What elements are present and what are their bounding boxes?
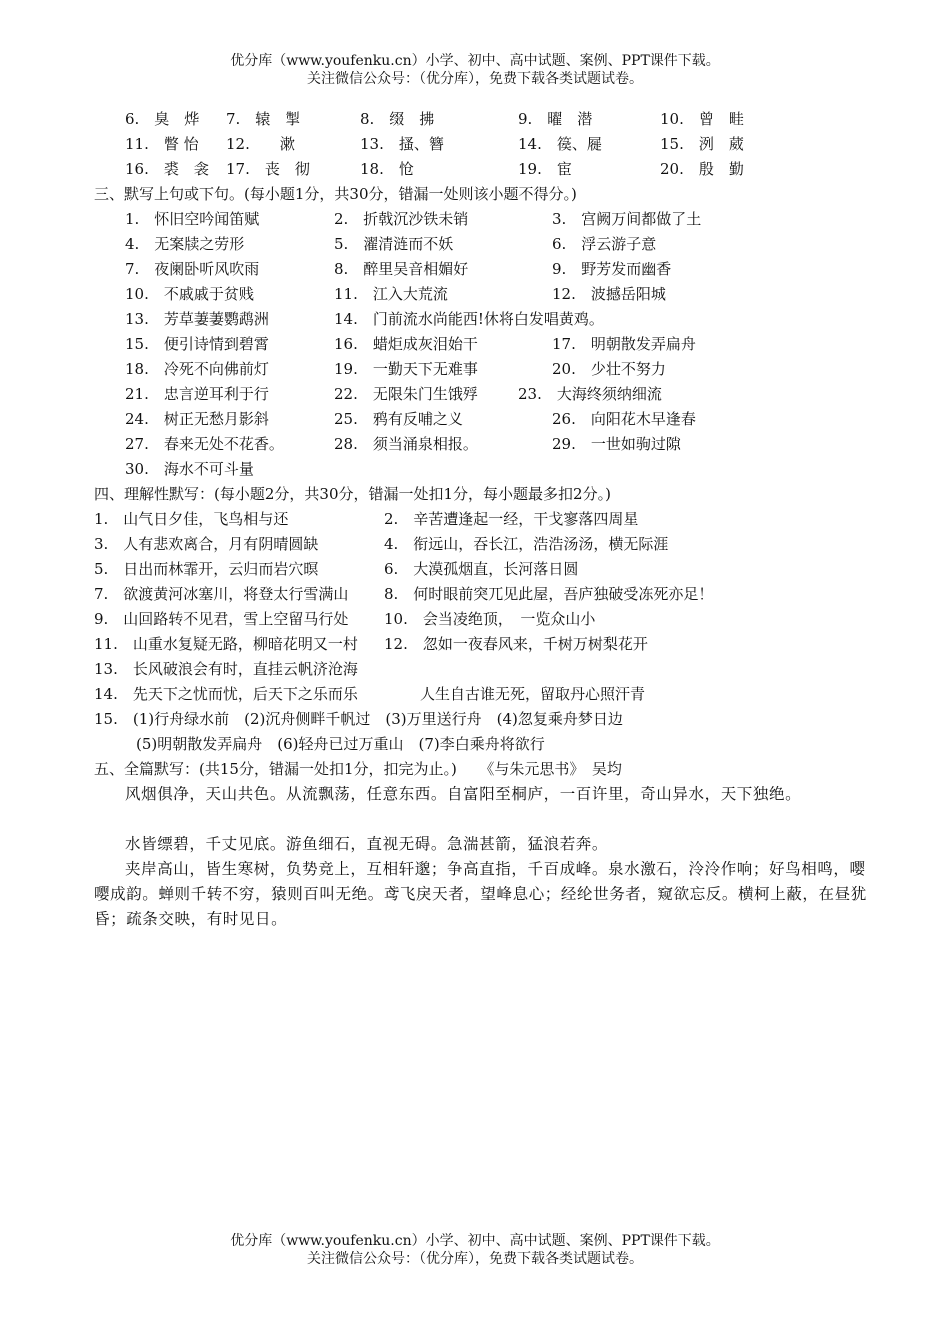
recite-item: 4. 无案牍之劳形 xyxy=(125,235,245,253)
recite-item: 18. 冷死不向佛前灯 xyxy=(125,360,269,378)
recite-item: 29. 一世如驹过隙 xyxy=(552,435,681,453)
recite-item: 6. 浮云游子意 xyxy=(552,235,657,253)
recite-item: 3. 宫阙万间都做了土 xyxy=(552,210,702,228)
comprehension-item: 9. 山回路转不见君，雪上空留马行处 xyxy=(94,610,349,628)
recite-item: 28. 须当涌泉相报。 xyxy=(334,435,478,453)
vocab-item: 15. 洌 葳 xyxy=(660,135,744,153)
recite-item: 13. 芳草萋萋鹦鹉洲 xyxy=(125,310,269,328)
recite-item: 30. 海水不可斗量 xyxy=(125,460,254,478)
recite-item: 25. 鸦有反哺之义 xyxy=(334,410,463,428)
vocab-item: 9. 曜 潜 xyxy=(518,110,593,128)
vocab-item: 14. 篌、屣 xyxy=(518,135,602,153)
page-header xyxy=(0,52,950,88)
comprehension-item: 人生自古谁无死，留取丹心照汗青 xyxy=(420,685,646,703)
comprehension-item: 8. 何时眼前突兀见此屋，吾庐独破受冻死亦足！ xyxy=(384,585,714,603)
section-5-heading: 五、全篇默写：(共15分，错漏一处扣1分，扣完为止。) 《与朱元思书》 吴均 xyxy=(94,760,622,778)
comprehension-item: 10. 会当凌绝顶， 一览众山小 xyxy=(384,610,596,628)
vocab-item: 18. 怆 xyxy=(360,160,414,178)
comprehension-item: 13. 长风破浪会有时，直挂云帆济沧海 xyxy=(94,660,358,678)
comprehension-item: 4. 衔远山，吞长江，浩浩汤汤，横无际涯 xyxy=(384,535,669,553)
header-line-2: 关注微信公众号：（优分库），免费下载各类试题试卷。 xyxy=(307,71,643,87)
recite-item: 2. 折戟沉沙铁未销 xyxy=(334,210,469,228)
recite-item: 10. 不戚戚于贫贱 xyxy=(125,285,254,303)
comprehension-item: 12. 忽如一夜春风来，千树万树梨花开 xyxy=(384,635,648,653)
section-4-heading: 四、理解性默写：(每小题2分，共30分，错漏一处扣1分，每小题最多扣2分。) xyxy=(94,485,611,503)
recite-item: 16. 蜡炬成灰泪始干 xyxy=(334,335,478,353)
header-line-1: 优分库（www.youfenku.cn）小学、初中、高中试题、案例、PPT课件下载。 xyxy=(230,53,720,69)
recite-item: 15. 便引诗情到碧霄 xyxy=(125,335,269,353)
vocab-item: 10. 曾 畦 xyxy=(660,110,744,128)
vocab-item: 7. 辕 掣 xyxy=(226,110,301,128)
vocab-item: 16. 裘 衾 xyxy=(125,160,209,178)
recite-item: 23. 大海终须纳细流 xyxy=(518,385,662,403)
page-footer xyxy=(0,1232,950,1268)
recite-item: 11. 江入大荒流 xyxy=(334,285,448,303)
vocab-item: 12. 漱 xyxy=(226,135,295,153)
vocab-item: 11. 瞥 怡 xyxy=(125,135,199,153)
vocab-item: 6. 臭 烨 xyxy=(125,110,200,128)
comprehension-item-15-line-1: 15. (1)行舟绿水前 (2)沉舟侧畔千帆过 (3)万里送行舟 (4)忽复乘舟梦日边 xyxy=(94,710,623,728)
recite-item: 20. 少壮不努力 xyxy=(552,360,666,378)
recite-item: 14. 门前流水尚能西!休将白发唱黄鸡。 xyxy=(334,310,604,328)
comprehension-item: 1. 山气日夕佳，飞鸟相与还 xyxy=(94,510,289,528)
footer-line-1: 优分库（www.youfenku.cn）小学、初中、高中试题、案例、PPT课件下载。 xyxy=(230,1233,720,1249)
comprehension-item: 2. 辛苦遭逢起一经，干戈寥落四周星 xyxy=(384,510,639,528)
section-3-heading: 三、默写上句或下句。(每小题1分，共30分，错漏一处则该小题不得分。) xyxy=(94,185,577,203)
comprehension-item: 6. 大漠孤烟直，长河落日圆 xyxy=(384,560,579,578)
vocab-item: 17. 丧 彻 xyxy=(226,160,310,178)
footer-line-2: 关注微信公众号：（优分库），免费下载各类试题试卷。 xyxy=(307,1251,643,1267)
comprehension-item: 7. 欲渡黄河冰塞川，将登太行雪满山 xyxy=(94,585,349,603)
recite-item: 17. 明朝散发弄扁舟 xyxy=(552,335,696,353)
vocab-item: 8. 缀 拂 xyxy=(360,110,435,128)
recite-item: 9. 野芳发而幽香 xyxy=(552,260,672,278)
comprehension-item: 3. 人有悲欢离合，月有阴晴圆缺 xyxy=(94,535,319,553)
recite-item: 22. 无限朱门生饿殍 xyxy=(334,385,478,403)
recite-item: 24. 树正无愁月影斜 xyxy=(125,410,269,428)
vocab-item: 19. 宦 xyxy=(518,160,572,178)
recite-item: 21. 忠言逆耳利于行 xyxy=(125,385,269,403)
recite-item: 5. 濯清涟而不妖 xyxy=(334,235,454,253)
recite-item: 1. 怀旧空吟闻笛赋 xyxy=(125,210,260,228)
vocab-item: 20. 殷 勤 xyxy=(660,160,744,178)
recite-item: 19. 一勤天下无难事 xyxy=(334,360,478,378)
recite-item: 7. 夜阑卧听风吹雨 xyxy=(125,260,260,278)
recite-item: 12. 波撼岳阳城 xyxy=(552,285,666,303)
comprehension-item: 14. 先天下之忧而忧，后天下之乐而乐 xyxy=(94,685,358,703)
essay-paragraph-2: 水皆缥碧，千丈见底。游鱼细石，直视无碍。急湍甚箭，猛浪若奔。 xyxy=(125,835,609,853)
essay-paragraph-1: 风烟俱净，天山共色。从流飘荡，任意东西。自富阳至桐庐，一百许里，奇山异水，天下独绝。 xyxy=(125,785,802,803)
comprehension-item-15-line-2: (5)明朝散发弄扁舟 (6)轻舟已过万重山 (7)李白乘舟将欲行 xyxy=(136,735,545,753)
essay-paragraph-3: 夹岸高山，皆生寒树，负势竞上，互相轩邈；争高直指，千百成峰。泉水激石，泠泠作响；好鸟相鸣，嘤嘤成韵。蝉则千转不穷，猿则百叫无绝。鸢飞戾天者，望峰息心；经纶世务者，窥欲忘反。横柯上蔽，在昼犹昏；疏条交映，有时见日。 xyxy=(94,860,867,928)
comprehension-item: 5. 日出而林霏开，云归而岩穴暝 xyxy=(94,560,319,578)
recite-item: 27. 春来无处不花香。 xyxy=(125,435,284,453)
comprehension-item: 11. 山重水复疑无路，柳暗花明又一村 xyxy=(94,635,358,653)
recite-item: 8. 醉里吴音相媚好 xyxy=(334,260,469,278)
recite-item: 26. 向阳花木早逢春 xyxy=(552,410,696,428)
vocab-item: 13. 搔、簪 xyxy=(360,135,444,153)
